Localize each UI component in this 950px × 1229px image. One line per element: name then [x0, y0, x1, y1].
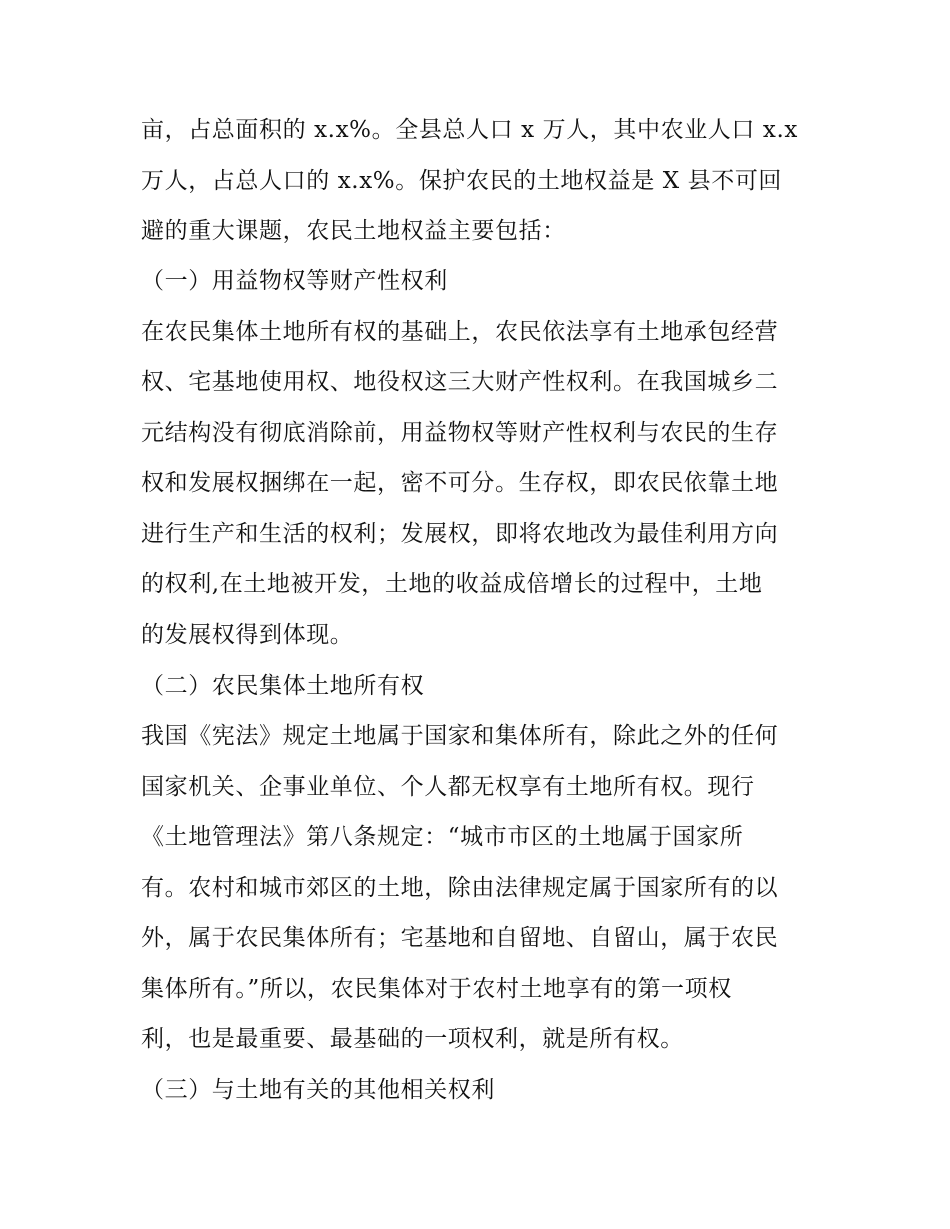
paragraph-line: 避的重大课题，农民土地权益主要包括：	[141, 218, 566, 244]
paragraph-line: 有。农村和城市郊区的土地，除由法律规定属于国家所有的以	[141, 875, 779, 901]
paragraph-line: 国家机关、企事业单位、个人都无权享有土地所有权。现行	[141, 774, 755, 800]
paragraph-line: 外，属于农民集体所有；宅基地和自留地、自留山，属于农民	[141, 925, 779, 951]
paragraph-line: 元结构没有彻底消除前，用益物权等财产性权利与农民的生存	[141, 420, 779, 446]
paragraph-line: 我国《宪法》规定土地属于国家和集体所有，除此之外的任何	[141, 723, 779, 749]
paragraph-line: 集体所有。”所以，农民集体对于农村土地享有的第一项权	[141, 976, 732, 1002]
paragraph-line: 在农民集体土地所有权的基础上，农民依法享有土地承包经营	[141, 319, 779, 345]
paragraph-line: 利，也是最重要、最基础的一项权利，就是所有权。	[141, 1026, 684, 1052]
paragraph-line: 进行生产和生活的权利；发展权，即将农地改为最佳利用方向	[141, 521, 779, 547]
paragraph-line: 的发展权得到体现。	[141, 622, 354, 648]
section-heading-3: （三）与土地有关的其他相关权利	[141, 1077, 495, 1103]
paragraph-line: 的权利,在土地被开发，土地的收益成倍增长的过程中，土地	[141, 571, 763, 597]
section-heading-1: （一）用益物权等财产性权利	[141, 268, 448, 294]
paragraph-line: 亩，占总面积的 x.x%。全县总人口 x 万人，其中农业人口 x.x	[141, 117, 798, 143]
section-heading-2: （二）农民集体土地所有权	[141, 673, 425, 699]
paragraph-line: 权和发展权捆绑在一起，密不可分。生存权，即农民依靠土地	[141, 470, 779, 496]
paragraph-line: 《土地管理法》第八条规定：“城市市区的土地属于国家所	[141, 824, 744, 850]
paragraph-line: 万人，占总人口的 x.x%。保护农民的土地权益是 X 县不可回	[141, 168, 783, 194]
paragraph-line: 权、宅基地使用权、地役权这三大财产性权利。在我国城乡二	[141, 369, 779, 395]
